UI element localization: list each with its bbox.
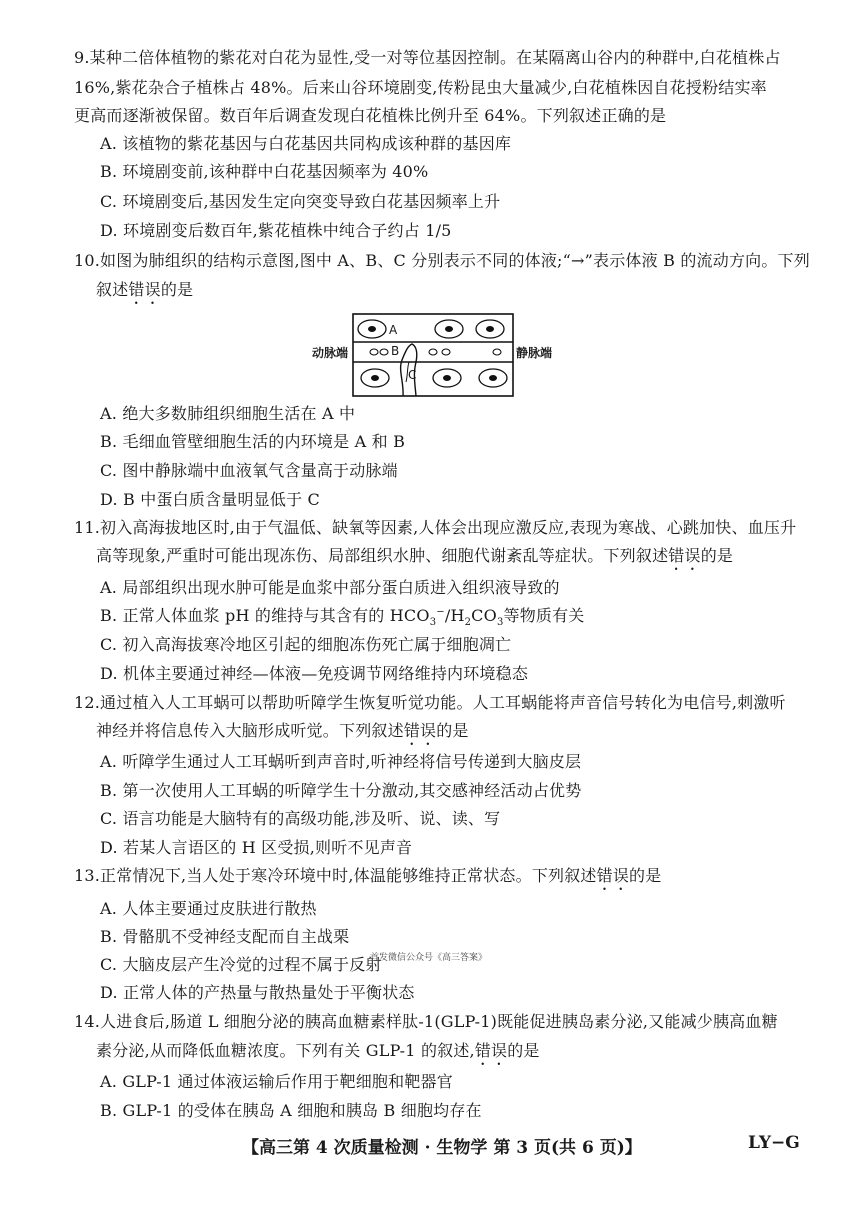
formula-part: CO <box>471 606 497 625</box>
q13-option-a: A. 人体主要通过皮肤进行散热 <box>100 899 317 918</box>
subscript: 2 <box>464 617 472 629</box>
q12-option-b: B. 第一次使用人工耳蜗的听障学生十分激动,其交感神经活动占优势 <box>100 781 582 800</box>
label-a: A <box>389 323 398 337</box>
q11-option-b <box>100 606 585 629</box>
q14-option-b: B. GLP-1 的受体在胰岛 A 细胞和胰岛 B 细胞均存在 <box>100 1101 482 1120</box>
q10-option-d: D. B 中蛋白质含量明显低于 C <box>100 490 321 509</box>
q14-stem-end: 的是 <box>507 1041 540 1060</box>
q13-emphasis-word: 错误 <box>596 866 630 885</box>
q10-stem-end: 的是 <box>160 280 194 299</box>
subscript: 3 <box>496 617 504 629</box>
q12-option-d: D. 若某人言语区的 H 区受损,则听不见声音 <box>100 838 413 857</box>
q13-stem-line-1 <box>74 866 661 894</box>
q13-stem-end: 的是 <box>629 866 662 885</box>
q13-option-b: B. 骨骼肌不受神经支配而自主战栗 <box>100 927 350 946</box>
q11-option-d: D. 机体主要通过神经—体液—免疫调节网络维持内环境稳态 <box>100 664 529 683</box>
q11-stem-end: 的是 <box>700 546 734 565</box>
q14-option-a: A. GLP-1 通过体液运输后作用于靶细胞和靶器官 <box>100 1072 453 1091</box>
lung-tissue-figure <box>312 312 582 398</box>
q11-stem-text: 高等现象,严重时可能出现冻伤、局部组织水肿、细胞代谢紊乱等症状。下列叙述 <box>96 546 669 565</box>
arterial-end-label: 动脉端 <box>312 346 349 360</box>
paper-code: LY−G <box>748 1133 800 1153</box>
formula-part: /H <box>444 606 465 625</box>
q10-option-c: C. 图中静脉端中血液氧气含量高于动脉端 <box>100 461 398 480</box>
q12-option-c: C. 语言功能是大脑特有的高级功能,涉及听、说、读、写 <box>100 809 501 828</box>
label-c: C <box>408 368 417 382</box>
q10-option-b: B. 毛细血管壁细胞生活的内环境是 A 和 B <box>100 432 406 451</box>
q9-option-c: C. 环境剧变后,基因发生定向突变导致白花基因频率上升 <box>100 192 501 211</box>
q9-option-d: D. 环境剧变后数百年,紫花植株中纯合子约占 1/5 <box>100 221 452 240</box>
q10-stem-line-1: 10.如图为肺组织的结构示意图,图中 A、B、C 分别表示不同的体液;“→”表示体液 B 的流动方向。下列 <box>74 251 810 270</box>
q12-emphasis-word: 错误 <box>403 721 437 740</box>
q11-option-b-text: B. 正常人体血浆 pH 的维持与其含有的 HCO <box>100 606 430 625</box>
q11-emphasis-word: 错误 <box>668 546 701 565</box>
q12-stem-line-2 <box>96 721 469 749</box>
q14-emphasis-word: 错误 <box>474 1041 508 1060</box>
q13-option-c: C. 大脑皮层产生冷觉的过程不属于反射 <box>100 955 382 974</box>
q12-stem-line-1: 12.通过植入人工耳蜗可以帮助听障学生恢复听觉功能。人工耳蜗能将声音信号转化为电信号,刺激听 <box>74 693 786 712</box>
q13-option-d: D. 正常人体的产热量与散热量处于平衡状态 <box>100 983 415 1002</box>
label-b: B <box>391 344 400 358</box>
q9-option-a: A. 该植物的紫花基因与白花基因共同构成该种群的基因库 <box>100 134 512 153</box>
q9-stem-line-1: 9.某种二倍体植物的紫花对白花为显性,受一对等位基因控制。在某隔离山谷内的种群中,白花植株占 <box>74 48 781 67</box>
q12-option-a: A. 听障学生通过人工耳蜗听到声音时,听神经将信号传递到大脑皮层 <box>100 752 582 771</box>
q11-stem-line-1: 11.初入高海拔地区时,由于气温低、缺氧等因素,人体会出现应激反应,表现为寒战、心跳加快、血压升 <box>74 518 797 537</box>
q10-stem-text: 叙述 <box>96 280 129 299</box>
q13-stem-text: 13.正常情况下,当人处于寒冷环境中时,体温能够维持正常状态。下列叙述 <box>74 866 597 885</box>
watermark-text: 首发微信公众号《高三答案》 <box>370 953 488 963</box>
q14-stem-line-1: 14.人进食后,肠道 L 细胞分泌的胰高血糖素样肽-1(GLP-1)既能促进胰岛素分泌,又能减少胰高血糖 <box>74 1012 778 1031</box>
q11-option-b-end: 等物质有关 <box>503 606 585 625</box>
q10-emphasis-word: 错误 <box>128 280 161 299</box>
q12-stem-text: 神经并将信息传入大脑形成听觉。下列叙述 <box>96 721 404 740</box>
q10-stem-line-2 <box>96 280 193 308</box>
superscript: − <box>436 606 445 618</box>
venous-end-label: 静脉端 <box>516 346 553 360</box>
q11-stem-line-2 <box>96 546 733 574</box>
q12-stem-end: 的是 <box>436 721 469 740</box>
q9-option-b: B. 环境剧变前,该种群中白花基因频率为 40% <box>100 162 429 181</box>
q10-option-a: A. 绝大多数肺组织细胞生活在 A 中 <box>100 404 356 423</box>
q11-option-a: A. 局部组织出现水肿可能是血浆中部分蛋白质进入组织液导致的 <box>100 578 560 597</box>
page-footer: 【高三第 4 次质量检测 · 生物学 第 3 页(共 6 页)】 <box>242 1138 642 1158</box>
q9-stem-line-2: 16%,紫花杂合子植株占 48%。后来山谷环境剧变,传粉昆虫大量减少,白花植株因自花授粉结实率 <box>74 78 767 97</box>
q9-stem-line-3: 更高而逐渐被保留。数百年后调查发现白花植株比例升至 64%。下列叙述正确的是 <box>74 106 667 125</box>
q11-option-c: C. 初入高海拔寒冷地区引起的细胞冻伤死亡属于细胞凋亡 <box>100 635 512 654</box>
q14-stem-text: 素分泌,从而降低血糖浓度。下列有关 GLP-1 的叙述, <box>96 1041 475 1060</box>
subscript: 3 <box>429 617 437 629</box>
q14-stem-line-2 <box>96 1041 540 1069</box>
